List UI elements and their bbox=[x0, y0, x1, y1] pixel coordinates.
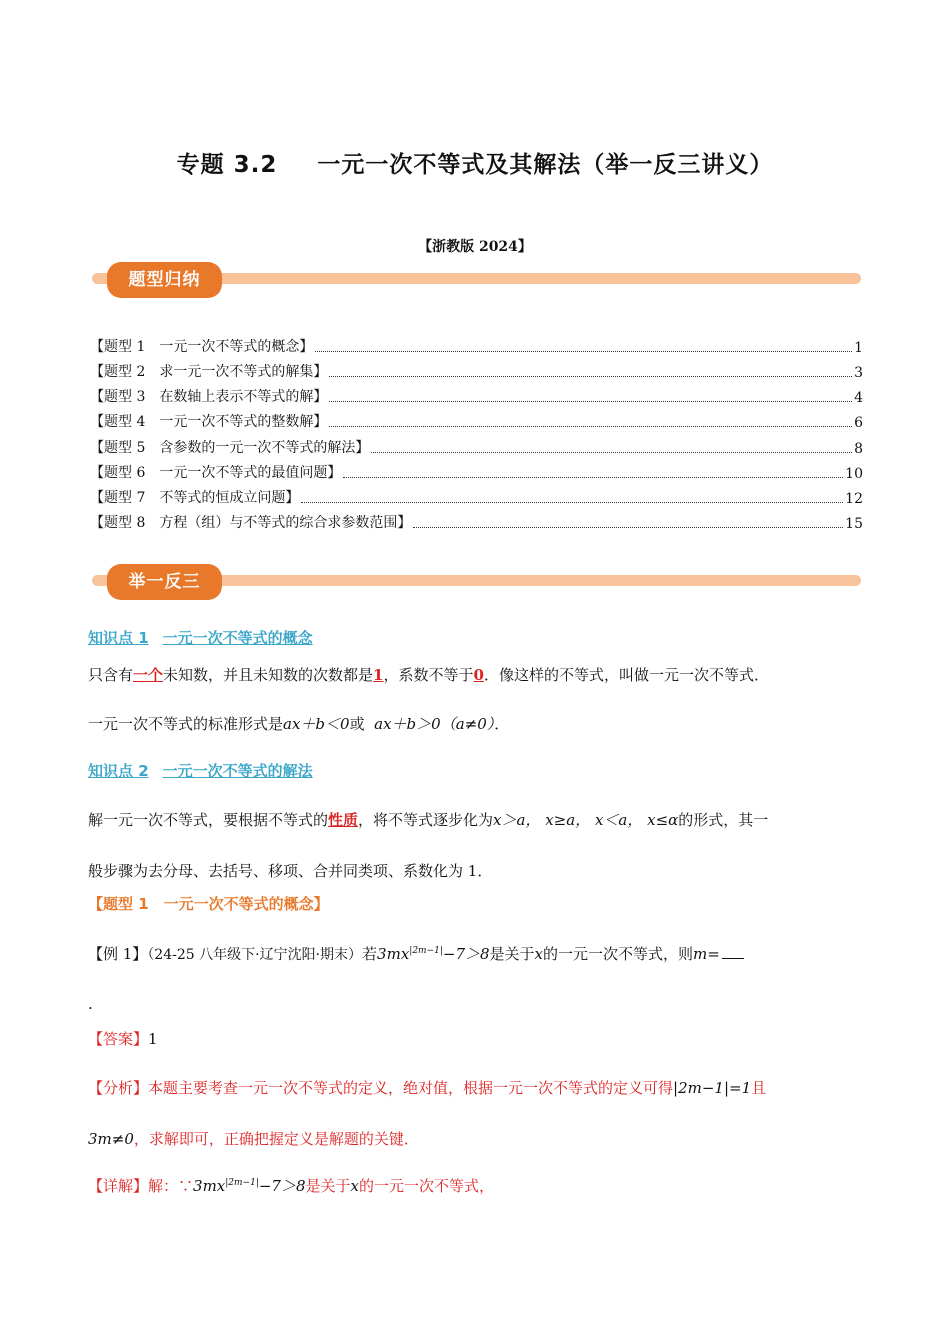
answer-blank bbox=[722, 958, 744, 959]
detail-line-1: 【详解】解：$\because 3mx^{|2m-1|}-7>8$是关于x的一元一次不等式， bbox=[88, 1177, 495, 1195]
toc-item-label: 【题型 5 含参数的一元一次不等式的解法】 bbox=[90, 440, 370, 456]
answer-line: 【答案】1 bbox=[88, 1030, 158, 1048]
toc-item-label: 【题型 4 一元一次不等式的整数解】 bbox=[90, 414, 328, 430]
toc-leader-dots bbox=[315, 351, 852, 352]
toc-item[interactable] bbox=[90, 512, 863, 532]
toc-item-label: 【题型 2 求一元一次不等式的解集】 bbox=[90, 364, 328, 380]
toc-item-label: 【题型 3 在数轴上表示不等式的解】 bbox=[90, 389, 328, 405]
keyword-property: 性质 bbox=[328, 811, 359, 829]
page-title bbox=[0, 146, 950, 179]
toc-item-label: 【题型 8 方程（组）与不等式的综合求参数范围】 bbox=[90, 515, 412, 531]
toc-leader-dots bbox=[371, 452, 852, 453]
toc-item-label: 【题型 6 一元一次不等式的最值问题】 bbox=[90, 465, 342, 481]
kp2-method: 解一元一次不等式，要根据不等式的性质，将不等式逐步化为x＞a， x≥a， x＜a， x≤α的形式，其一 bbox=[88, 811, 769, 829]
toc-item-page: 1 bbox=[854, 340, 863, 356]
example-1-dot: . bbox=[88, 995, 93, 1013]
toc-item-label: 【题型 1 一元一次不等式的概念】 bbox=[90, 339, 314, 355]
toc-item-page: 6 bbox=[854, 415, 863, 431]
toc-item-page: 3 bbox=[854, 365, 863, 381]
type-1-heading: 【题型 1 一元一次不等式的概念】 bbox=[88, 895, 329, 913]
toc-leader-dots bbox=[329, 426, 852, 427]
toc-item[interactable] bbox=[90, 411, 863, 431]
analysis-line-1: 【分析】本题主要考查一元一次不等式的定义，绝对值，根据一元一次不等式的定义可得|2m−1|=1且 bbox=[88, 1079, 767, 1097]
toc-item-page: 8 bbox=[854, 441, 863, 457]
edition-label: 【浙教版 2024】 bbox=[418, 239, 532, 255]
keyword-one: 一个 bbox=[133, 666, 164, 684]
kp1-definition: 只含有一个未知数，并且未知数的次数都是1，系数不等于0．像这样的不等式，叫做一元一次不等式． bbox=[88, 666, 769, 684]
knowledge-point-1-heading: 知识点 1 一元一次不等式的概念 bbox=[88, 629, 313, 647]
toc-leader-dots bbox=[413, 527, 843, 528]
keyword-degree: 1 bbox=[373, 666, 384, 684]
toc-leader-dots bbox=[343, 477, 843, 478]
kp1-standard-form: 一元一次不等式的标准形式是ax＋b＜0或 ax＋b＞0（a≠0）． bbox=[88, 715, 510, 733]
keyword-zero: 0 bbox=[473, 666, 484, 684]
example-1-question: 【例 1】（24-25 八年级下·辽宁沈阳·期末）若$3mx^{|2m-1|}-7>8$是关于x的一元一次不等式，则m= bbox=[88, 943, 744, 964]
title-prefix: 专题 3.2 bbox=[176, 152, 278, 178]
toc-item-label: 【题型 7 不等式的恒成立问题】 bbox=[90, 490, 300, 506]
toc-item-page: 10 bbox=[845, 466, 863, 482]
toc-item[interactable] bbox=[90, 386, 863, 406]
kp2-steps: 般步骤为去分母、去括号、移项、合并同类项、系数化为 1． bbox=[88, 862, 493, 880]
toc-item-page: 4 bbox=[854, 390, 863, 406]
banner-examples: 举一反三 bbox=[107, 564, 222, 600]
toc-item[interactable] bbox=[90, 462, 863, 482]
toc-item[interactable] bbox=[90, 336, 863, 356]
toc-item-page: 15 bbox=[845, 516, 863, 532]
toc-item[interactable] bbox=[90, 487, 863, 507]
knowledge-point-2-heading: 知识点 2 一元一次不等式的解法 bbox=[88, 762, 313, 780]
toc-item[interactable] bbox=[90, 437, 863, 457]
analysis-line-2: 3m≠0，求解即可，正确把握定义是解题的关键． bbox=[88, 1130, 419, 1148]
toc-leader-dots bbox=[329, 376, 852, 377]
title-main: 一元一次不等式及其解法（举一反三讲义） bbox=[317, 152, 774, 178]
toc-item[interactable] bbox=[90, 361, 863, 381]
toc-leader-dots bbox=[301, 502, 843, 503]
banner-toc: 题型归纳 bbox=[107, 262, 222, 298]
toc-leader-dots bbox=[329, 401, 852, 402]
toc-item-page: 12 bbox=[845, 491, 863, 507]
